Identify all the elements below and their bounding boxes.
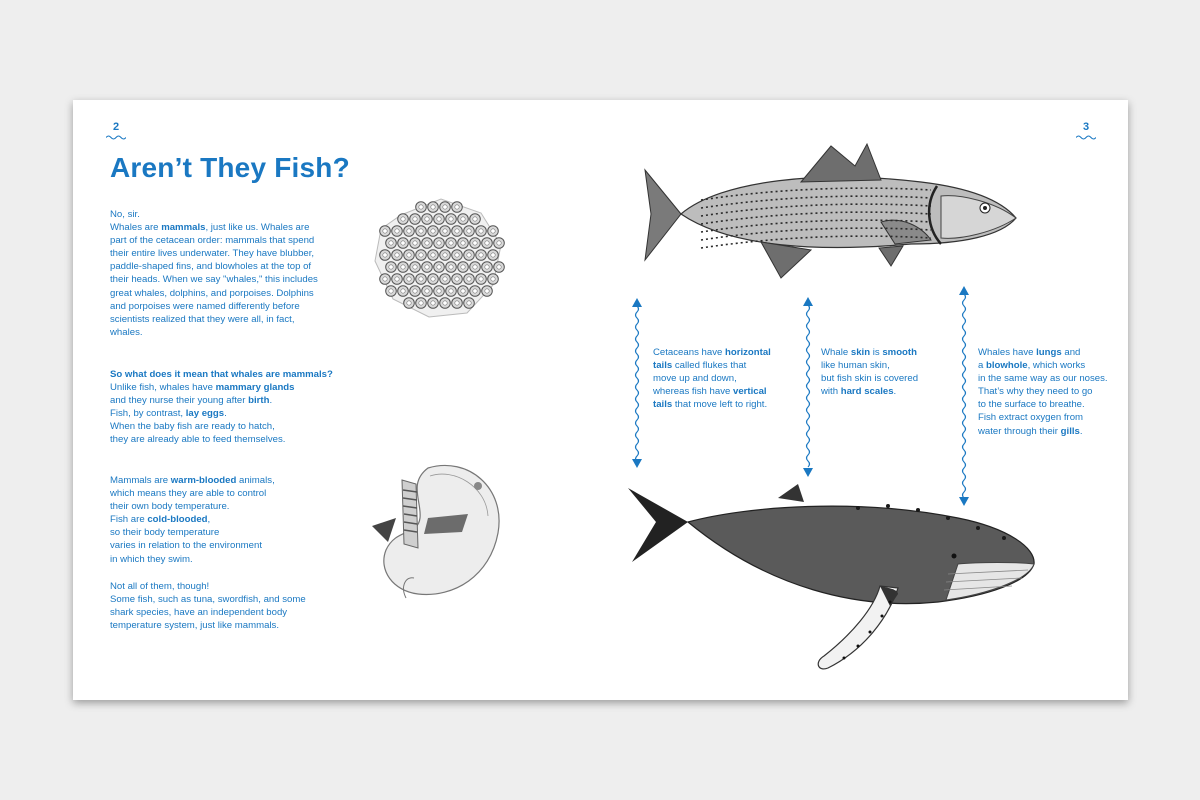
body-text: a bbox=[978, 360, 987, 372]
page-number-left bbox=[106, 121, 126, 140]
body-text: that move left to right. bbox=[672, 399, 768, 411]
body-text: shark species, have an independent body bbox=[110, 607, 288, 619]
text-line bbox=[110, 487, 345, 500]
emphasis-text: smooth bbox=[882, 347, 917, 358]
body-text: Fish are bbox=[110, 514, 148, 526]
text-line bbox=[110, 553, 345, 566]
body-text: and porpoises were named differently before bbox=[110, 300, 300, 312]
body-text: is bbox=[870, 347, 883, 358]
text-line bbox=[110, 260, 345, 273]
emphasis-text: gills bbox=[1060, 425, 1080, 437]
text-line bbox=[110, 381, 345, 394]
body-text: their own body temperature. bbox=[110, 501, 230, 513]
page-title: Aren’t They Fish? bbox=[110, 152, 350, 183]
text-line bbox=[110, 326, 345, 339]
body-text: but fish skin is covered bbox=[821, 373, 919, 385]
body-text: in the same way as our noses. bbox=[978, 373, 1108, 385]
body-text: and they nurse their young after bbox=[110, 395, 249, 407]
skin-note bbox=[821, 346, 918, 398]
text-line bbox=[978, 425, 1108, 438]
body-text: , bbox=[207, 514, 211, 526]
text-line bbox=[110, 420, 345, 433]
body-text: their entire lives underwater. They have blubber, bbox=[110, 248, 315, 260]
body-text: they are already able to feed themselves. bbox=[110, 434, 286, 446]
text-line bbox=[110, 394, 345, 407]
emphasis-text: vertical bbox=[733, 386, 767, 398]
body-text: great whales, dolphins, and porpoises. Dolphins bbox=[110, 287, 314, 299]
text-line bbox=[110, 619, 345, 632]
emphasis-text: tails bbox=[653, 399, 673, 411]
body-text: Not all of them, though! bbox=[110, 581, 210, 592]
text-line bbox=[110, 368, 345, 381]
emphasis-text: warm-blooded bbox=[170, 475, 237, 486]
text-line bbox=[653, 359, 771, 372]
body-text: whales. bbox=[110, 326, 143, 338]
body-text: Some fish, such as tuna, swordfish, and some bbox=[110, 594, 306, 606]
body-text: paddle-shaped fins, and blowholes at the top of bbox=[110, 261, 312, 273]
body-text: animals, bbox=[236, 475, 275, 486]
text-line bbox=[110, 247, 345, 260]
warm-blooded-paragraph bbox=[110, 474, 345, 566]
body-text: No, sir. bbox=[110, 209, 140, 220]
tails-comparison-arrow bbox=[629, 298, 645, 468]
exceptions-paragraph bbox=[110, 580, 345, 632]
page-number-right bbox=[1076, 121, 1096, 140]
body-text: Cetaceans have bbox=[653, 347, 725, 358]
text-line bbox=[110, 580, 345, 593]
emphasis-text: cold-blooded bbox=[147, 514, 208, 526]
text-line bbox=[821, 359, 918, 372]
book-spread bbox=[73, 100, 1128, 700]
striped-bass-illustration bbox=[641, 140, 1021, 290]
text-line bbox=[110, 208, 345, 221]
body-text: their heads. When we say "whales," this includes bbox=[110, 274, 318, 286]
text-line bbox=[110, 287, 345, 300]
text-line bbox=[978, 411, 1108, 424]
emphasis-text: birth bbox=[248, 395, 270, 407]
text-line bbox=[110, 539, 345, 552]
text-line bbox=[978, 385, 1108, 398]
body-text: When the baby fish are ready to hatch, bbox=[110, 421, 275, 433]
whale-calf-illustration bbox=[358, 458, 508, 608]
emphasis-text: So what does it mean that whales are mammals? bbox=[110, 369, 333, 380]
body-text: with bbox=[821, 386, 841, 398]
body-text: which means they are able to control bbox=[110, 488, 267, 500]
body-text: , just like us. Whales are bbox=[205, 222, 310, 234]
body-text: scientists realized that they were all, in fact, bbox=[110, 313, 295, 325]
body-text: Whale bbox=[821, 347, 851, 358]
body-text: . bbox=[1079, 425, 1083, 437]
body-text: . bbox=[893, 386, 897, 398]
emphasis-text: lay eggs bbox=[185, 408, 225, 420]
emphasis-text: hard scales bbox=[840, 386, 894, 398]
text-line bbox=[110, 513, 345, 526]
emphasis-text: lungs bbox=[1036, 347, 1062, 358]
emphasis-text: horizontal bbox=[725, 347, 771, 358]
body-text: Unlike fish, whales have bbox=[110, 382, 216, 394]
text-line bbox=[821, 385, 918, 398]
wave-icon bbox=[106, 135, 126, 140]
text-line bbox=[110, 234, 345, 247]
body-text: in which they swim. bbox=[110, 553, 193, 565]
emphasis-text: mammary glands bbox=[215, 382, 295, 394]
text-line bbox=[110, 606, 345, 619]
text-line bbox=[110, 526, 345, 539]
body-text: to the surface to breathe. bbox=[978, 399, 1085, 411]
humpback-whale-illustration bbox=[628, 478, 1038, 678]
text-line bbox=[110, 313, 345, 326]
body-text: . bbox=[224, 408, 227, 420]
lungs-comparison-arrow bbox=[956, 286, 972, 506]
emphasis-text: mammals bbox=[161, 222, 206, 234]
text-line bbox=[110, 407, 345, 420]
skin-comparison-arrow bbox=[800, 297, 816, 477]
text-line bbox=[110, 221, 345, 234]
text-line bbox=[978, 346, 1108, 359]
body-text: called flukes that bbox=[672, 360, 747, 372]
body-text: like human skin, bbox=[821, 360, 890, 372]
text-line bbox=[653, 346, 771, 359]
tails-note bbox=[653, 346, 771, 411]
text-line bbox=[110, 433, 345, 446]
body-text: Fish, by contrast, bbox=[110, 408, 186, 420]
intro-paragraph bbox=[110, 208, 345, 339]
body-text: water through their bbox=[978, 425, 1061, 437]
body-text: and bbox=[1061, 347, 1081, 358]
text-line bbox=[653, 385, 771, 398]
body-text: whereas fish have bbox=[653, 386, 733, 398]
body-text: Whales have bbox=[978, 347, 1037, 358]
body-text: Whales are bbox=[110, 222, 162, 234]
text-line bbox=[821, 346, 918, 359]
body-text: varies in relation to the environment bbox=[110, 540, 262, 552]
body-text: move up and down, bbox=[653, 373, 737, 385]
lungs-note bbox=[978, 346, 1108, 438]
text-line bbox=[653, 398, 771, 411]
text-line bbox=[978, 372, 1108, 385]
page-number-left-text: 2 bbox=[112, 121, 120, 133]
text-line bbox=[110, 273, 345, 286]
text-line bbox=[110, 300, 345, 313]
body-text: temperature system, just like mammals. bbox=[110, 620, 280, 632]
text-line bbox=[821, 372, 918, 385]
body-text: Fish extract oxygen from bbox=[978, 412, 1084, 424]
text-line bbox=[110, 593, 345, 606]
emphasis-text: tails bbox=[653, 360, 673, 372]
body-text: so their body temperature bbox=[110, 527, 220, 539]
wave-icon bbox=[1076, 135, 1096, 140]
body-text: . bbox=[269, 395, 273, 407]
text-line bbox=[653, 372, 771, 385]
body-text: part of the cetacean order: mammals that spend bbox=[110, 235, 315, 247]
text-line bbox=[110, 500, 345, 513]
page-number-right-text: 3 bbox=[1082, 121, 1090, 133]
text-line bbox=[110, 474, 345, 487]
body-text: That’s why they need to go bbox=[978, 386, 1093, 398]
text-line bbox=[978, 359, 1108, 372]
emphasis-text: skin bbox=[850, 347, 871, 358]
body-text: , which works bbox=[1027, 360, 1086, 372]
mammals-paragraph bbox=[110, 368, 345, 447]
body-text: Mammals are bbox=[110, 475, 171, 486]
text-line bbox=[978, 398, 1108, 411]
emphasis-text: blowhole bbox=[986, 360, 1028, 372]
fish-eggs-illustration bbox=[371, 195, 507, 321]
